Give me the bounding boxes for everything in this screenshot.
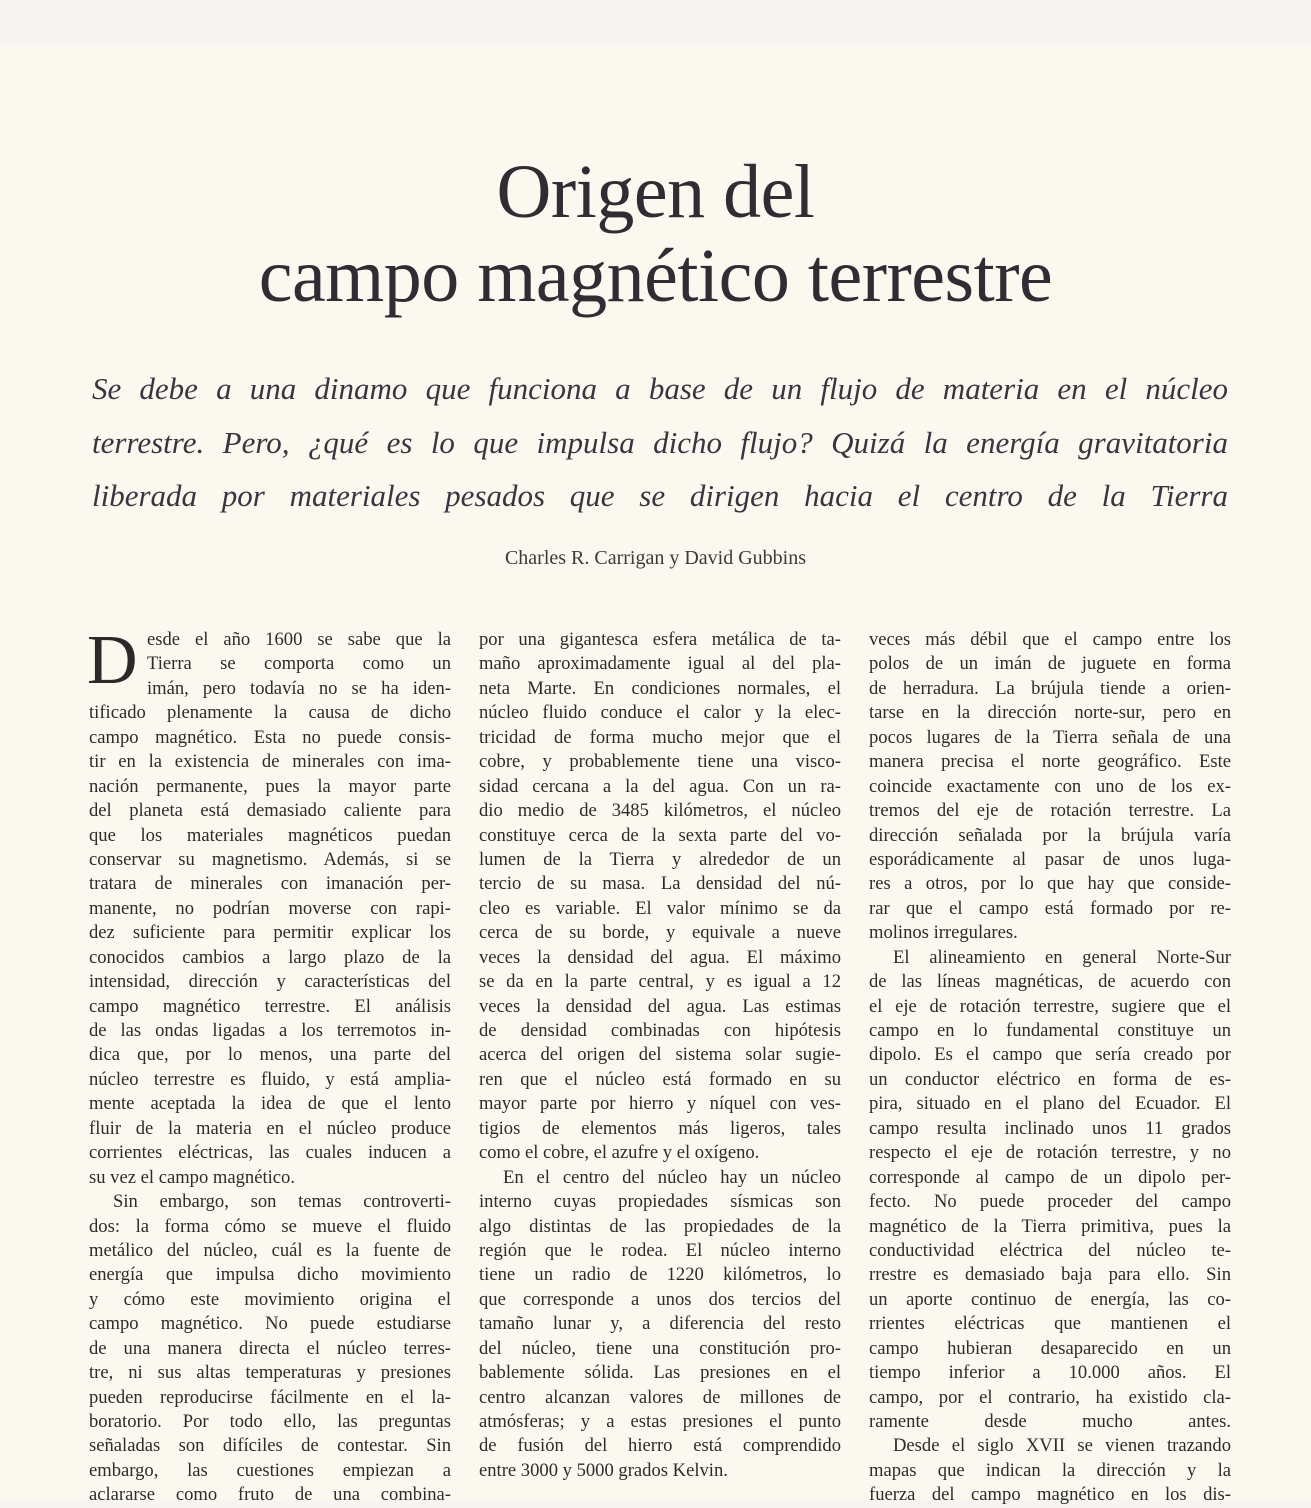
text-line: conocidos cambios a largo plazo de la (89, 946, 451, 968)
text-line: ren que el núcleo está formado en su (479, 1068, 841, 1090)
text-line: de fusión del hierro está comprendido (479, 1435, 841, 1457)
text-line: conductividad eléctrica del núcleo te- (869, 1239, 1231, 1261)
text-line: aclararse como fruto de una combina- (89, 1484, 451, 1506)
text-line: se da en la parte central, y es igual a 12 (479, 971, 841, 993)
text-line: polos de un imán de juguete en forma (869, 653, 1231, 675)
text-line: el eje de rotación terrestre, sugiere que el (869, 995, 1231, 1017)
text-line: energía que impulsa dicho movimiento (89, 1264, 451, 1286)
text-line: maño aproximadamente igual al del pla- (479, 653, 841, 675)
text-line: esde el año 1600 se sabe que la (147, 629, 451, 650)
text-line: ramente desde mucho antes. (869, 1411, 1231, 1432)
text-line: boratorio. Por todo ello, las preguntas (89, 1411, 451, 1432)
text-line: coincide exactamente con uno de los ex- (869, 775, 1231, 797)
text-line: que corresponde a unos dos tercios del (479, 1288, 841, 1310)
text-line: campo magnético. No puede estudiarse (89, 1313, 451, 1335)
drop-cap: D (87, 622, 138, 699)
text-line: un conductor eléctrico en forma de es- (869, 1068, 1231, 1090)
text-line: cleo es variable. El valor mínimo se da (479, 897, 841, 919)
text-line: entre 3000 y 5000 grados Kelvin. (479, 1459, 728, 1481)
text-line: región que le rodea. El núcleo interno (479, 1239, 841, 1261)
text-line: de una manera directa el núcleo terres- (89, 1337, 451, 1359)
text-line: dirección señalada por la brújula varía (869, 824, 1231, 846)
text-line: del planeta está demasiado caliente para (89, 800, 451, 822)
text-line: campo magnético. Esta no puede consis- (89, 726, 451, 748)
text-line: res a otros, por lo que hay que conside- (869, 873, 1231, 895)
text-line: rrestre es demasiado baja para ello. Sin (869, 1264, 1231, 1286)
text-line: tiempo inferior a 10.000 años. El (869, 1362, 1231, 1384)
text-line: respecto el eje de rotación terrestre, y no (869, 1142, 1231, 1164)
text-line: tamaño lunar y, a diferencia del resto (479, 1313, 841, 1335)
text-line: interno cuyas propiedades sísmicas son (479, 1191, 841, 1213)
text-line: corrientes eléctricas, las cuales inducen a (89, 1142, 451, 1164)
text-line: pueden reproducirse fácilmente en el la- (89, 1386, 451, 1408)
text-line: bablemente sólida. Las presiones en el (479, 1362, 841, 1384)
text-line: rar que el campo está formado por re- (869, 897, 1231, 919)
text-line: magnético de la Tierra primitiva, pues la (869, 1215, 1231, 1237)
text-line: campo resulta inclinado unos 11 grados (869, 1117, 1231, 1139)
text-line: algo distintas de las propiedades de la (479, 1215, 841, 1237)
text-line: y cómo este movimiento origina el (89, 1288, 451, 1310)
article-title (0, 150, 1311, 318)
text-line: campo, por el contrario, ha existido cla- (869, 1386, 1231, 1408)
text-line: núcleo terrestre es fluido, y está amplia- (89, 1068, 451, 1090)
text-line: señaladas son difíciles de contestar. Sin (89, 1435, 451, 1457)
text-line: tricidad de forma mucho mejor que el (479, 726, 841, 748)
text-line: pocos lugares de la Tierra señala de una (869, 726, 1231, 748)
text-line: núcleo fluido conduce el calor y la elec- (479, 702, 841, 724)
text-line: su vez el campo magnético. (89, 1166, 296, 1188)
text-line: veces la densidad del agua. El máximo (479, 946, 841, 968)
text-line: corresponde al campo de un dipolo per- (869, 1166, 1231, 1188)
text-line: tratara de minerales con imanación per- (89, 873, 451, 895)
text-column-3 (869, 628, 1231, 1508)
text-line: molinos irregulares. (869, 922, 1018, 944)
text-line: cerca de su borde, y equivale a nueve (479, 922, 841, 944)
title-line-2: campo magnético terrestre (258, 234, 1053, 318)
text-line: esporádicamente al pasar de unos luga- (869, 848, 1231, 870)
text-line: que los materiales magnéticos puedan (89, 824, 451, 846)
text-line: imán, pero todavía no se ha iden- (147, 677, 451, 699)
subtitle-line: Se debe a una dinamo que funciona a base de un flujo de materia en el núcleo (92, 371, 1228, 406)
text-line: de las ondas ligadas a los terremotos in- (89, 1020, 451, 1041)
text-line: tremos del eje de rotación terrestre. La (869, 800, 1231, 822)
text-line: neta Marte. En condiciones normales, el (479, 677, 841, 699)
text-line: tiene un radio de 1220 kilómetros, lo (479, 1264, 841, 1286)
text-line: de las líneas magnéticas, de acuerdo con (869, 971, 1231, 993)
text-line: rrientes eléctricas que mantienen el (869, 1313, 1231, 1335)
text-line: manera precisa el norte geográfico. Este (869, 751, 1231, 773)
text-line: metálico del núcleo, cuál es la fuente de (89, 1239, 451, 1261)
text-line: tercio de su masa. La densidad del nú- (479, 873, 841, 895)
text-line: dipolo. Es el campo que sería creado por (869, 1044, 1231, 1066)
text-line: Tierra se comporta como un (147, 653, 451, 675)
text-line: embargo, las cuestiones empiezan a (89, 1459, 451, 1481)
text-line: campo en lo fundamental constituye un (869, 1020, 1231, 1041)
text-line: tificado plenamente la causa de dicho (89, 702, 451, 724)
text-line: de densidad combinadas con hipótesis (479, 1020, 841, 1041)
text-line: atmósferas; y a estas presiones el punto (479, 1411, 841, 1432)
text-line: El alineamiento en general Norte-Sur (893, 946, 1231, 968)
text-line: cobre, y probablemente tiene una visco- (479, 751, 841, 773)
text-line: sidad cercana a la del agua. Con un ra- (479, 775, 841, 797)
text-line: campo hubieran desaparecido en un (869, 1337, 1231, 1359)
text-line: acerca del origen del sistema solar sugie- (479, 1044, 841, 1066)
text-line: un aporte continuo de energía, las co- (869, 1288, 1231, 1310)
article-subtitle (92, 362, 1228, 523)
text-line: por una gigantesca esfera metálica de ta- (479, 629, 841, 650)
text-line: intensidad, dirección y características del (89, 971, 451, 993)
text-column-1 (87, 622, 451, 1508)
text-line: dez suficiente para permitir explicar los (89, 922, 451, 944)
text-line: manente, no podrían moverse con rapi- (89, 897, 451, 919)
text-line: lumen de la Tierra y alrededor de un (479, 848, 841, 870)
text-line: pira, situado en el plano del Ecuador. El (869, 1093, 1231, 1115)
text-line: tre, ni sus altas temperaturas y presiones (89, 1362, 451, 1384)
text-line: veces más débil que el campo entre los (869, 629, 1231, 650)
text-line: dica que, por lo menos, una parte del (89, 1044, 451, 1066)
text-line: veces la densidad del agua. Las estimas (479, 995, 841, 1017)
text-line: dio medio de 3485 kilómetros, el núcleo (479, 800, 841, 822)
text-line: dos: la forma cómo se mueve el fluido (89, 1215, 451, 1237)
text-line: Sin embargo, son temas controverti- (113, 1191, 451, 1213)
text-line: como el cobre, el azufre y el oxígeno. (479, 1142, 760, 1164)
text-line: campo magnético terrestre. El análisis (89, 995, 451, 1017)
text-line: de herradura. La brújula tiende a orien- (869, 677, 1231, 699)
text-line: tigios de elementos más ligeros, tales (479, 1117, 841, 1139)
text-column-2 (479, 628, 841, 1483)
text-line: nación permanente, pues la mayor parte (89, 775, 451, 797)
subtitle-line: liberada por materiales pesados que se dirigen hacia el centro de la Tierra (92, 478, 1228, 513)
article-authors: Charles R. Carrigan y David Gubbins (504, 547, 807, 569)
subtitle-line: terrestre. Pero, ¿qué es lo que impulsa dicho flujo? Quizá la energía gravitatoria (92, 424, 1228, 460)
text-line: Desde el siglo XVII se vienen trazando (893, 1435, 1231, 1457)
text-line: mente aceptada la idea de que el lento (89, 1093, 451, 1115)
text-line: conservar su magnetismo. Además, si se (89, 848, 451, 870)
text-line: mapas que indican la dirección y la (869, 1459, 1231, 1481)
text-line: tir en la existencia de minerales con ima- (89, 751, 451, 773)
text-line: fecto. No puede proceder del campo (869, 1191, 1231, 1213)
text-line: tarse en la dirección norte-sur, pero en (869, 702, 1231, 724)
text-line: fuerza del campo magnético en los dis- (869, 1484, 1231, 1506)
text-line: centro alcanzan valores de millones de (479, 1386, 841, 1408)
text-line: En el centro del núcleo hay un núcleo (503, 1166, 841, 1188)
text-line: del núcleo, tiene una constitución pro- (479, 1337, 841, 1359)
text-line: fluir de la materia en el núcleo produce (89, 1117, 451, 1139)
text-line: constituye cerca de la sexta parte del vo- (479, 824, 841, 846)
title-line-1: Origen del (496, 150, 815, 234)
text-line: mayor parte por hierro y níquel con ves- (479, 1093, 841, 1115)
